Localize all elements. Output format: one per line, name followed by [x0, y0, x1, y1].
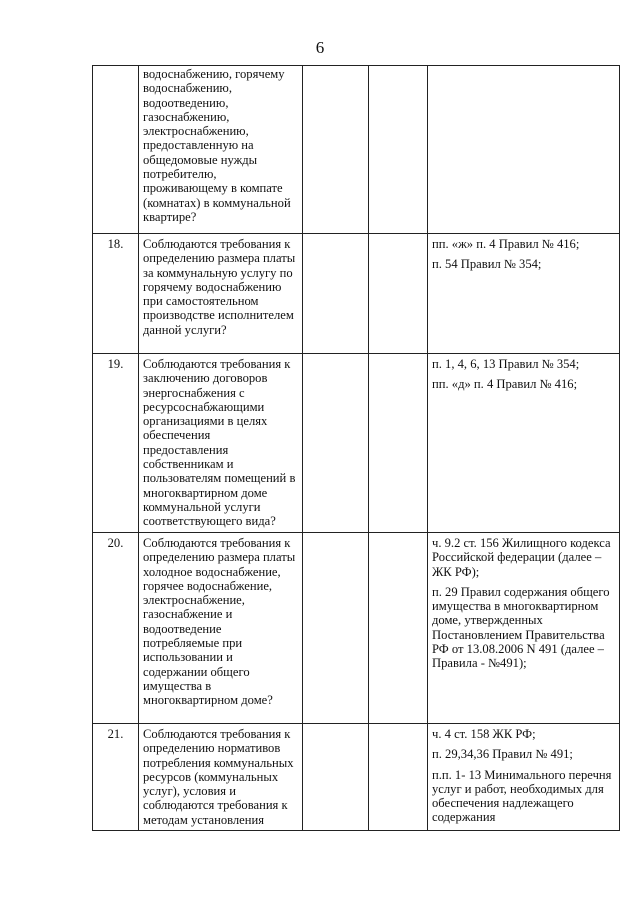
reference-item: ч. 4 ст. 158 ЖК РФ; [432, 727, 536, 741]
page-number: 6 [315, 38, 325, 57]
answer-cell [303, 66, 369, 234]
answer-cell [303, 354, 369, 533]
row-number: 18. [93, 234, 139, 354]
row-question: Соблюдаются требования к определению нормативов потребления коммунальных ресурсов (коммунальных услуг), условия и соблюдаются требования к методам установления [139, 724, 303, 831]
table-row [93, 354, 620, 533]
answer-cell [303, 724, 369, 831]
row-number: 20. [93, 533, 139, 724]
table-row [93, 533, 620, 724]
row-references [428, 234, 620, 354]
answer-cell [369, 724, 428, 831]
row-references [428, 354, 620, 533]
row-question: Соблюдаются требования к определению размера платы холодное водоснабжение, горячее водоснабжение, электроснабжение, газоснабжение и водоотведение потребляемые при использовании и содержании общего имущества в многоквартирном доме? [139, 533, 303, 724]
row-references [428, 66, 620, 234]
table-row [93, 66, 620, 234]
row-references [428, 533, 620, 724]
answer-cell [369, 234, 428, 354]
row-question: водоснабжению, горячему водоснабжению, водоотведению, газоснабжению, электроснабжению, предоставленную на общедомовые нужды потребителю, проживающему в компате (комнатах) в коммунальной квартире? [139, 66, 303, 234]
answer-cell [369, 354, 428, 533]
table-row [93, 234, 620, 354]
row-number: 19. [93, 354, 139, 533]
reference-item: ч. 9.2 ст. 156 Жилищного кодекса Российской федерации (далее – ЖК РФ); [432, 536, 611, 579]
reference-item: пп. «ж» п. 4 Правил № 416; [432, 237, 580, 251]
row-question: Соблюдаются требования к определению размера платы за коммунальную услугу по горячему водоснабжению при самостоятельном производстве исполнителем данной услуги? [139, 234, 303, 354]
answer-cell [303, 533, 369, 724]
table-row [93, 724, 620, 831]
answer-cell [303, 234, 369, 354]
row-question: Соблюдаются требования к заключению договоров энергоснабжения с ресурсоснабжающими организациями в целях обеспечения предоставления собственникам и пользователям помещений в многоквартирном доме коммунальной услуги соответствующего вида? [139, 354, 303, 533]
reference-item: п. 54 Правил № 354; [432, 257, 542, 272]
answer-cell [369, 533, 428, 724]
row-number: 21. [93, 724, 139, 831]
reference-item: п. 29 Правил содержания общего имущества в многоквартирном доме, утвержденных Постановлением Правительства РФ от 13.08.2006 N 491 (далее – Правила - №491); [432, 584, 610, 671]
row-references [428, 724, 620, 831]
reference-item: п. 29,34,36 Правил № 491; [432, 747, 573, 762]
reference-item: п.п. 1- 13 Минимального перечня услуг и работ, необходимых для обеспечения надлежащего содержания [432, 767, 612, 825]
answer-cell [369, 66, 428, 234]
reference-item: пп. «д» п. 4 Правил № 416; [432, 377, 578, 392]
checklist-table [92, 65, 620, 831]
reference-item: п. 1, 4, 6, 13 Правил № 354; [432, 357, 580, 371]
row-number [93, 66, 139, 234]
